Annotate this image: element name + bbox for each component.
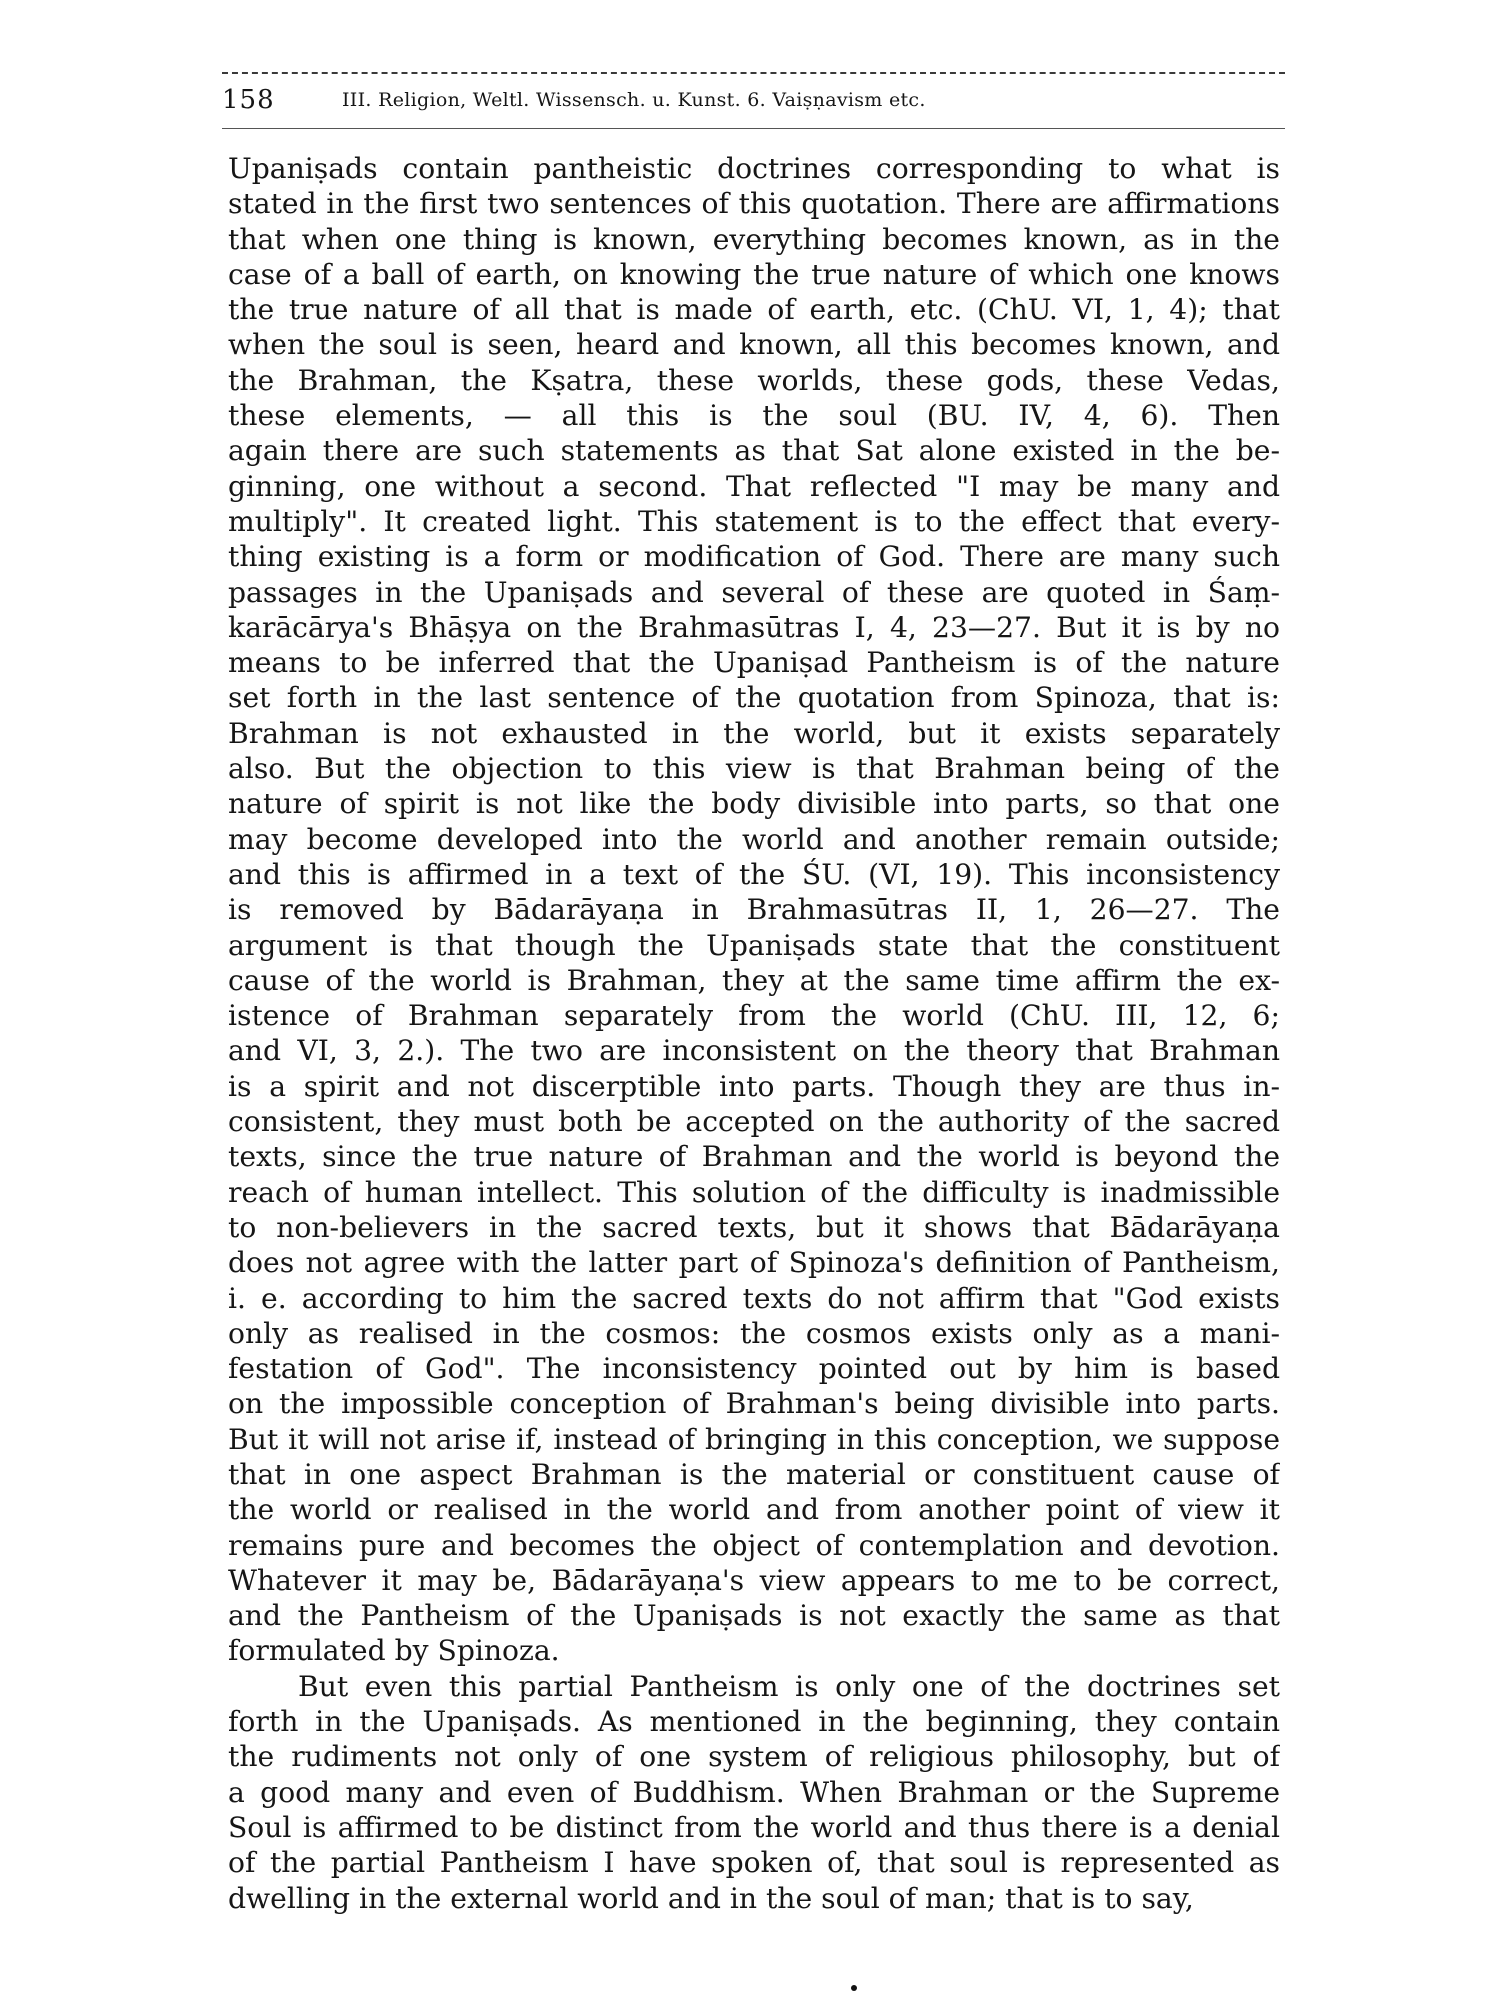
text-line: the Brahman, the Kṣatra, these worlds, these gods, these Vedas, bbox=[228, 363, 1280, 397]
paragraph-1 bbox=[228, 151, 1280, 1669]
text-line: may become developed into the world and another remain outside; bbox=[228, 822, 1280, 856]
text-line: formulated by Spinoza. bbox=[228, 1634, 560, 1668]
page-number: 158 bbox=[222, 85, 275, 115]
text-line: the world or realised in the world and from another point of view it bbox=[228, 1493, 1280, 1527]
text-line: But even this partial Pantheism is only one of the doctrines set bbox=[298, 1669, 1280, 1703]
text-line: thing existing is a form or modification of God. There are many such bbox=[228, 540, 1280, 574]
text-line: consistent, they must both be accepted on the authority of the sacred bbox=[228, 1105, 1280, 1139]
text-line: stated in the first two sentences of this quotation. There are affirmations bbox=[228, 187, 1280, 221]
text-line: these elements, — all this is the soul (BU. IV, 4, 6). Then bbox=[228, 399, 1280, 433]
text-line: cause of the world is Brahman, they at the same time affirm the ex- bbox=[228, 963, 1280, 997]
text-line: is a spirit and not discerptible into parts. Though they are thus in- bbox=[228, 1069, 1280, 1103]
text-line: and the Pantheism of the Upaniṣads is not exactly the same as that bbox=[228, 1599, 1280, 1633]
text-line: when the soul is seen, heard and known, all this becomes known, and bbox=[228, 328, 1280, 362]
text-line: that in one aspect Brahman is the material or constituent cause of bbox=[228, 1457, 1280, 1491]
text-line: festation of God". The inconsistency pointed out by him is based bbox=[228, 1352, 1280, 1386]
header-bottom-rule bbox=[222, 128, 1285, 129]
text-line: to non-believers in the sacred texts, but it shows that Bādarāyaṇa bbox=[228, 1210, 1280, 1244]
text-line: Whatever it may be, Bādarāyaṇa's view appears to me to be correct, bbox=[228, 1563, 1280, 1597]
text-line: i. e. according to him the sacred texts do not affirm that "God exists bbox=[228, 1281, 1280, 1315]
text-line: again there are such statements as that Sat alone existed in the be- bbox=[228, 434, 1280, 468]
text-line: argument is that though the Upaniṣads state that the constituent bbox=[228, 928, 1280, 962]
text-line: the rudiments not only of one system of religious philosophy, but of bbox=[228, 1740, 1280, 1774]
running-header bbox=[222, 82, 1285, 118]
text-line: and this is affirmed in a text of the ŚU. (VI, 19). This inconsistency bbox=[228, 857, 1280, 891]
text-line: reach of human intellect. This solution of the difficulty is inadmissible bbox=[228, 1175, 1280, 1209]
text-line: does not agree with the latter part of Spinoza's definition of Pantheism, bbox=[228, 1246, 1280, 1280]
body-text bbox=[228, 151, 1280, 1916]
text-line: Soul is affirmed to be distinct from the world and thus there is a denial bbox=[228, 1810, 1280, 1844]
text-line: also. But the objection to this view is that Brahman being of the bbox=[228, 752, 1280, 786]
text-line: means to be inferred that the Upaniṣad Pantheism is of the nature bbox=[228, 646, 1280, 680]
text-line: on the impossible conception of Brahman's being divisible into parts. bbox=[228, 1387, 1280, 1421]
text-line: ginning, one without a second. That reflected "I may be many and bbox=[228, 469, 1280, 503]
text-line: texts, since the true nature of Brahman and the world is beyond the bbox=[228, 1140, 1280, 1174]
header-top-rule bbox=[222, 72, 1285, 74]
stray-ink-mark bbox=[851, 1985, 857, 1991]
text-line: But it will not arise if, instead of bringing in this conception, we suppose bbox=[228, 1422, 1280, 1456]
text-line: multiply". It created light. This statement is to the effect that every- bbox=[228, 504, 1280, 538]
text-line: is removed by Bādarāyaṇa in Brahmasūtras II, 1, 26—27. The bbox=[228, 893, 1280, 927]
text-line: only as realised in the cosmos: the cosmos exists only as a mani- bbox=[228, 1316, 1280, 1350]
paragraph-2 bbox=[228, 1669, 1280, 1916]
text-line: forth in the Upaniṣads. As mentioned in the beginning, they contain bbox=[228, 1705, 1280, 1739]
text-line: case of a ball of earth, on knowing the true nature of which one knows bbox=[228, 257, 1280, 291]
running-title: III. Religion, Weltl. Wissensch. u. Kunst. 6. Vaiṣṇavism etc. bbox=[342, 89, 926, 111]
text-line: that when one thing is known, everything becomes known, as in the bbox=[228, 222, 1280, 256]
text-line: dwelling in the external world and in the soul of man; that is to say, bbox=[228, 1881, 1194, 1915]
text-line: remains pure and becomes the object of contemplation and devotion. bbox=[228, 1528, 1280, 1562]
text-line: set forth in the last sentence of the quotation from Spinoza, that is: bbox=[228, 681, 1280, 715]
text-line: nature of spirit is not like the body divisible into parts, so that one bbox=[228, 787, 1280, 821]
text-line: and VI, 3, 2.). The two are inconsistent on the theory that Brahman bbox=[228, 1034, 1280, 1068]
text-line: a good many and even of Buddhism. When Brahman or the Supreme bbox=[228, 1775, 1280, 1809]
text-line: Brahman is not exhausted in the world, but it exists separately bbox=[228, 716, 1280, 750]
text-line: the true nature of all that is made of earth, etc. (ChU. VI, 1, 4); that bbox=[228, 293, 1280, 327]
text-line: karācārya's Bhāṣya on the Brahmasūtras I, 4, 23—27. But it is by no bbox=[228, 610, 1280, 644]
text-line: of the partial Pantheism I have spoken of, that soul is represented as bbox=[228, 1846, 1280, 1880]
text-line: istence of Brahman separately from the world (ChU. III, 12, 6; bbox=[228, 999, 1280, 1033]
text-line: passages in the Upaniṣads and several of these are quoted in Śaṃ- bbox=[228, 575, 1280, 609]
text-line: Upaniṣads contain pantheistic doctrines corresponding to what is bbox=[228, 152, 1280, 185]
